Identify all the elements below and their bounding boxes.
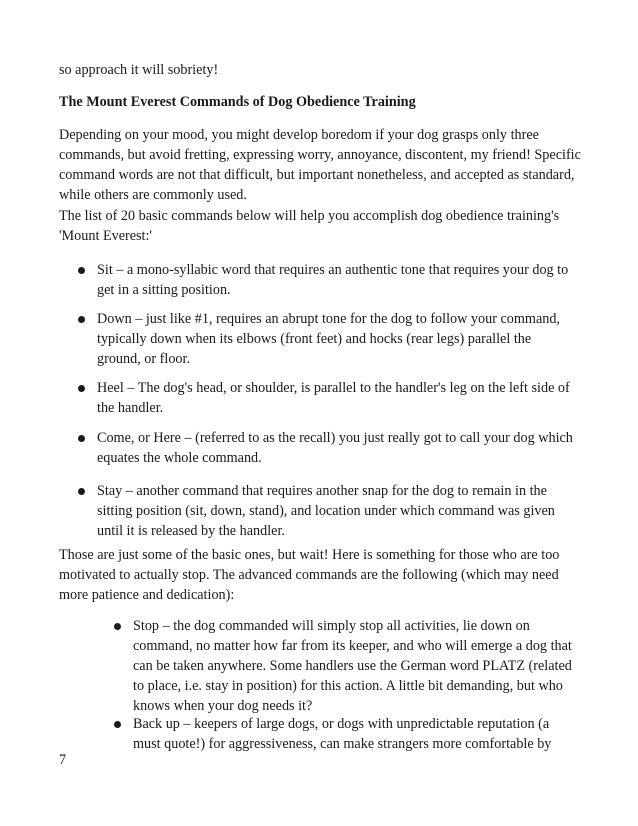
bullet-icon <box>78 385 85 392</box>
list-item-text: Heel – The dog's head, or shoulder, is parallel to the handler's leg on the left side of the handler. <box>97 380 570 416</box>
bullet-icon <box>78 267 85 274</box>
list-item-text: Stay – another command that requires another snap for the dog to remain in the sitting position (sit, down, stand), and location under which command was given until it is released by the handler. <box>97 483 555 539</box>
bullet-icon <box>114 721 121 728</box>
list-item-text: Down – just like #1, requires an abrupt tone for the dog to follow your command, typically down when its elbows (front feet) and hocks (rear legs) parallel the ground, or floor. <box>97 311 560 367</box>
paragraph-3: Those are just some of the basic ones, but wait! Here is something for those who are too motivated to actually stop. The advanced commands are the following (which may need more patience and dedication): <box>59 547 560 603</box>
list-item-text: Stop – the dog commanded will simply stop all activities, lie down on command, no matter how far from its keeper, and who will emerge a dog that can be taken anywhere. Some handlers use the German word PLATZ (related to place, i.e. stay in position) for this action. A little bit demanding, but who knows when your dog needs it? <box>133 618 572 714</box>
bullet-icon <box>78 316 85 323</box>
page-number: 7 <box>59 752 67 768</box>
bullet-icon <box>114 623 121 630</box>
paragraph-1: Depending on your mood, you might develop boredom if your dog grasps only three commands, but avoid fretting, expressing worry, annoyance, discontent, my friend! Specific command words are not that difficult, but important nonetheless, and accepted as standard, while others are commonly used. <box>59 127 581 203</box>
list-item-text: Come, or Here – (referred to as the recall) you just really got to call your dog which equates the whole command. <box>97 430 573 466</box>
list-item-text: Sit – a mono-syllabic word that requires an authentic tone that requires your dog to get in a sitting position. <box>97 262 569 298</box>
paragraph-2: The list of 20 basic commands below will help you accomplish dog obedience training's 'Mount Everest:' <box>59 208 560 244</box>
bullet-icon <box>78 435 85 442</box>
bullet-icon <box>78 488 85 495</box>
list-item-text: Back up – keepers of large dogs, or dogs with unpredictable reputation (a must quote!) for aggressiveness, can make strangers more comfortable by <box>133 716 552 752</box>
section-heading: The Mount Everest Commands of Dog Obedience Training <box>59 94 416 110</box>
intro-line: so approach it will sobriety! <box>59 62 219 78</box>
